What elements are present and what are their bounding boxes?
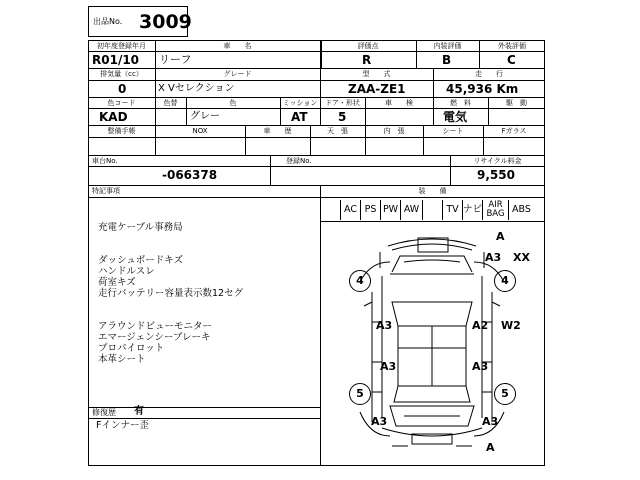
remark-line: ハンドルスレ [98, 266, 155, 277]
nox-label: NOX [192, 127, 208, 135]
equipment-item [422, 200, 442, 220]
equipment-item: AC [340, 200, 360, 220]
reg-no-label: 登録No. [286, 157, 312, 165]
recycle-label: リサイクル料金 [473, 157, 522, 165]
damage-right-a2: A2 [472, 319, 489, 332]
damage-right-rear-door: A3 [472, 360, 489, 373]
damage-right-w2: W2 [501, 319, 521, 332]
exterior-label: 外装評価 [498, 42, 526, 50]
lot-number-box [88, 6, 192, 37]
mission-label: ミッション [282, 99, 318, 107]
color-value: グレー [190, 111, 220, 122]
score-label: 評価点 [357, 42, 379, 50]
car-name-value: リーフ [159, 53, 192, 66]
car-name-label: 車 名 [223, 42, 252, 50]
damage-front-a3: A3 [485, 251, 502, 264]
seat-label: シート [442, 127, 464, 135]
lot-label: 出品No. [93, 17, 123, 26]
history-label: 車 歴 [263, 127, 292, 135]
equipment-item: ナビ [462, 200, 482, 220]
chassis-no-value: -066378 [162, 168, 218, 182]
equipment-item: AW [400, 200, 422, 220]
remark-line: 走行バッテリー容量表示数12セグ [98, 288, 244, 299]
doors-label: ドア・形状 [325, 99, 360, 107]
remark-line: 荷室キズ [98, 277, 136, 288]
repair-label: 修復歴 [92, 408, 116, 417]
recycle-value: 9,550 [477, 168, 515, 182]
fglass-label: Fガラス [501, 127, 527, 135]
remarks-label: 特記事項 [92, 187, 120, 195]
mileage-label: 走 行 [475, 70, 503, 78]
equipment-item: PS [360, 200, 380, 220]
model-label: 型 式 [362, 70, 391, 78]
remark-line: エマージェンシーブレーキ [98, 332, 211, 343]
equipment-item: TV [442, 200, 462, 220]
ceiling-label: 天 張 [327, 127, 348, 135]
remark-line: プロパイロット [98, 343, 165, 354]
displacement-label: 排気量（cc） [100, 70, 143, 78]
grade-value: X Vセレクション [158, 83, 235, 94]
interior-label: 内装評価 [433, 42, 462, 50]
repair-note: Fインナー歪 [96, 420, 149, 431]
doors-value: 5 [338, 110, 347, 124]
car-diagram [320, 222, 545, 466]
color-label: 色 [229, 99, 237, 107]
mission-value: AT [291, 110, 308, 124]
color-code-label: 色コード [107, 99, 136, 107]
lot-number: 3009 [139, 11, 192, 33]
color-no-label: 色替 [163, 99, 178, 107]
remark-line: ダッシュボードキズ [98, 255, 184, 266]
remark-line: 充電ケーブル事務局 [98, 222, 183, 233]
damage-left-rear-door: A3 [380, 360, 397, 373]
displacement-value: 0 [118, 82, 127, 96]
damage-front-xx: XX [513, 251, 530, 264]
left-rear-tire-rating: 5 [349, 383, 371, 405]
equipment-label: 装 備 [418, 187, 447, 195]
interior2-label: 内 張 [383, 127, 405, 135]
fuel-value: 電気 [443, 110, 468, 124]
interior-value: B [442, 53, 452, 67]
chassis-no-label: 車台No. [92, 157, 118, 165]
remark-line: アラウンドビューモニター [98, 321, 213, 332]
equipment-item: PW [380, 200, 400, 220]
repair-value: 有 [134, 406, 144, 417]
model-value: ZAA-ZE1 [348, 82, 406, 96]
color-code-value: KAD [99, 110, 128, 124]
reg-year-value: R01/10 [92, 53, 140, 67]
drive-label: 駆 動 [506, 99, 527, 107]
right-front-tire-rating: 4 [494, 270, 516, 292]
damage-rear: A [486, 441, 495, 454]
damage-rear-left: A3 [371, 415, 388, 428]
damage-left-door-a3: A3 [376, 319, 393, 332]
fuel-label: 燃 料 [450, 99, 471, 107]
damage-front: A [496, 230, 505, 243]
inspection-label: 車 検 [385, 99, 413, 107]
equipment-item: ABS [508, 200, 534, 220]
score-value: R [362, 53, 372, 67]
manual-label: 整備手帳 [107, 127, 136, 135]
mileage-value: 45,936 Km [446, 82, 519, 96]
exterior-value: C [507, 53, 516, 67]
grade-label: グレード [223, 70, 252, 78]
remark-line: 本革シート [98, 354, 146, 365]
left-front-tire-rating: 4 [349, 270, 371, 292]
equipment-item: AIR BAG [482, 200, 508, 220]
reg-year-label: 初年度登録年月 [97, 42, 146, 50]
right-rear-tire-rating: 5 [494, 383, 516, 405]
damage-rear-right: A3 [482, 415, 499, 428]
